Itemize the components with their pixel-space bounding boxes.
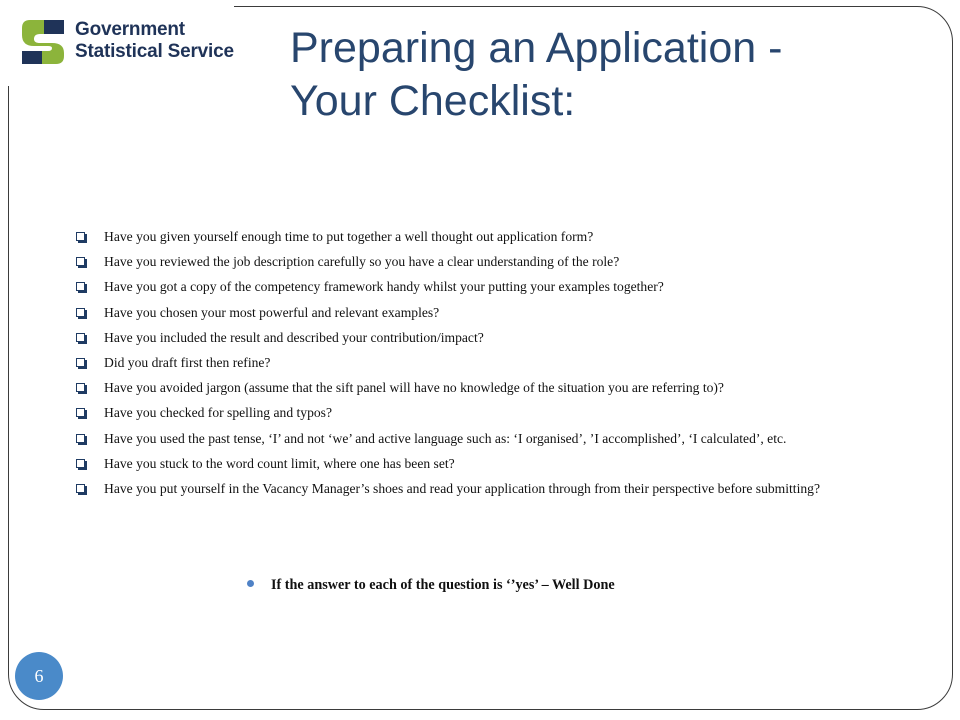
checklist-item-text: Have you got a copy of the competency framework handy whilst your putting your examples together? bbox=[104, 279, 664, 295]
checkbox-icon bbox=[76, 282, 85, 291]
checklist-item-text: Have you avoided jargon (assume that the sift panel will have no knowledge of the situation you are referring to)? bbox=[104, 380, 724, 396]
checklist-item bbox=[76, 254, 876, 270]
logo-text-line1: Government bbox=[75, 19, 185, 40]
checklist bbox=[76, 229, 876, 506]
checklist-item-text: Have you reviewed the job description carefully so you have a clear understanding of the role? bbox=[104, 254, 620, 270]
checkbox-icon bbox=[76, 257, 85, 266]
checklist-item bbox=[76, 279, 876, 295]
checklist-item bbox=[76, 380, 876, 396]
checkbox-icon bbox=[76, 383, 85, 392]
checkbox-icon bbox=[76, 333, 85, 342]
logo-text-line2: Statistical Service bbox=[75, 41, 234, 62]
page-title bbox=[290, 22, 910, 128]
page-number-text: 6 bbox=[34, 665, 44, 686]
conclusion bbox=[247, 576, 887, 594]
checkbox-icon bbox=[76, 358, 85, 367]
checklist-item-text: Have you checked for spelling and typos? bbox=[104, 405, 333, 421]
checkbox-icon bbox=[76, 408, 85, 417]
checkbox-icon bbox=[76, 232, 85, 241]
checklist-item-text: Have you included the result and described your contribution/impact? bbox=[104, 329, 484, 345]
checklist-item bbox=[76, 355, 876, 371]
checkbox-icon bbox=[76, 434, 85, 443]
checklist-item-text: Have you used the past tense, ‘I’ and not ‘we’ and active language such as: ‘I organised’, ’I accomplished’, ‘I calculated’, etc. bbox=[104, 430, 787, 446]
checkbox-icon bbox=[76, 484, 85, 493]
checklist-item bbox=[76, 305, 876, 321]
gss-logo-mark-icon bbox=[22, 20, 64, 64]
title-line2: Your Checklist: bbox=[290, 77, 576, 125]
checkbox-icon bbox=[76, 308, 85, 317]
checklist-item bbox=[76, 229, 876, 245]
checklist-item-text: Did you draft first then refine? bbox=[104, 354, 271, 370]
checkbox-icon bbox=[76, 459, 85, 468]
checklist-item-text: Have you stuck to the word count limit, where one has been set? bbox=[104, 455, 455, 471]
checklist-item bbox=[76, 405, 876, 421]
checklist-item bbox=[76, 481, 876, 497]
checklist-item bbox=[76, 456, 876, 472]
checklist-item bbox=[76, 330, 876, 346]
checklist-item-text: Have you given yourself enough time to put together a well thought out application form? bbox=[104, 229, 594, 244]
page-number bbox=[15, 652, 63, 700]
checklist-item bbox=[76, 431, 876, 447]
title-line1: Preparing an Application - bbox=[290, 24, 783, 72]
bullet-dot-icon bbox=[247, 580, 254, 587]
gss-logo bbox=[0, 0, 234, 86]
conclusion-text: If the answer to each of the question is ‘’yes’ – Well Done bbox=[271, 577, 615, 593]
checklist-item-text: Have you put yourself in the Vacancy Manager’s shoes and read your application through from their perspective before submitting? bbox=[104, 480, 820, 496]
checklist-item-text: Have you chosen your most powerful and relevant examples? bbox=[104, 304, 440, 320]
